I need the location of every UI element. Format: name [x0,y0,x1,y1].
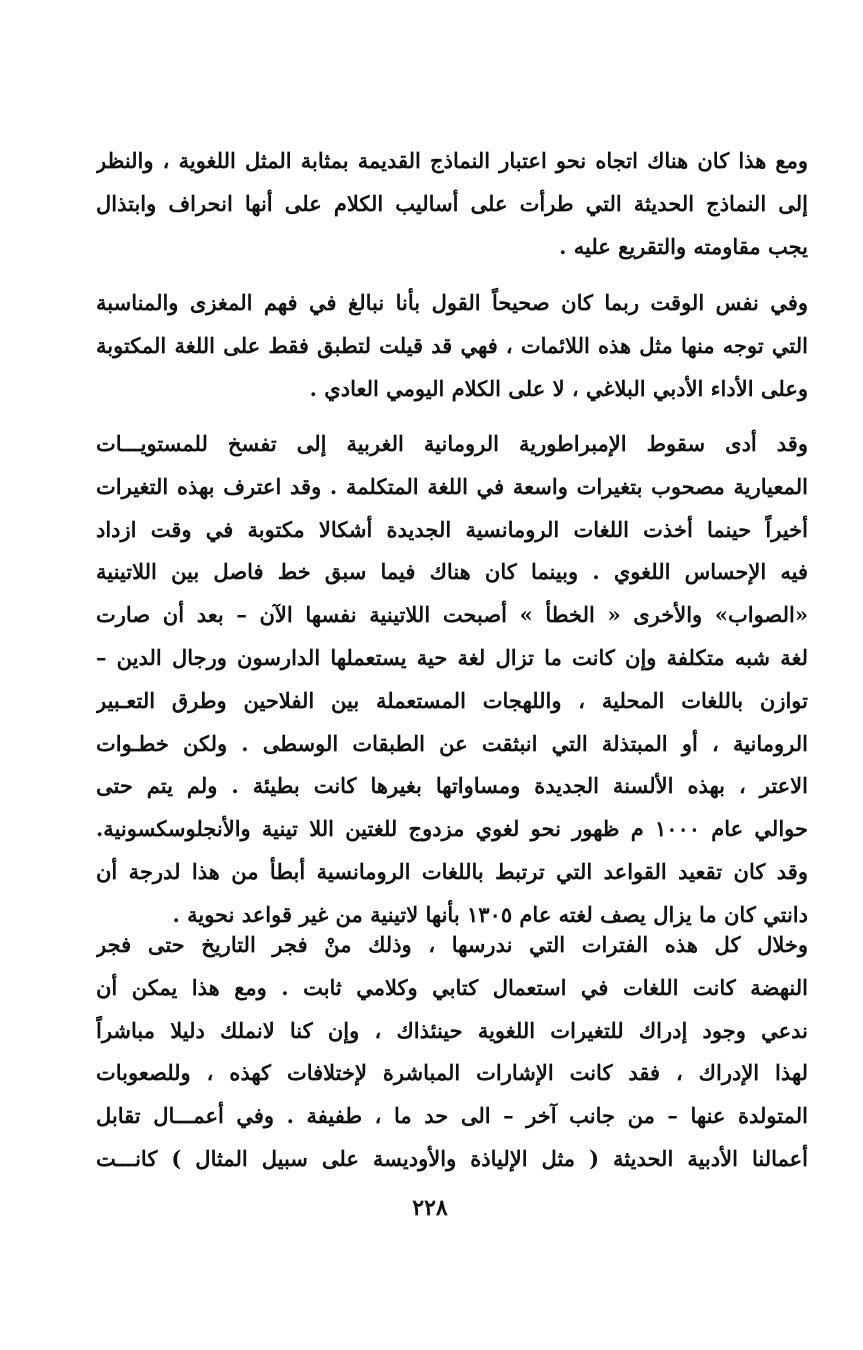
text-line: وعلى الأداء الأدبي البلاغي ، لا على الكلام اليومي العادي . [309,375,808,401]
text-line: يجب مقاومته والتقريع عليه . [559,233,808,259]
text-line: ندعي وجود إدراك للتغيرات اللغوية حينئذاك ، وإن كنا لانملك دليلا مباشراً [96,1017,808,1043]
text-line: الرومانية ، أو المبتذلة التي انبثقت عن الطبقات الوسطى . ولكن خطـوات [96,730,808,756]
text-line: أخيراً حينما أخذت اللغات الرومانسية الجديدة أشكالا مكتوبة في وقت ازداد [96,516,808,542]
text-line: ومع هذا كان هناك اتجاه نحو اعتبار النماذج القديمة بمثابة المثل اللغوية ، والنظر [96,148,808,173]
text-line: النهضة كانت اللغات في استعمال كتابي وكلامي ثابت . ومع هذا يمكن أن [96,974,808,1000]
text-line: التي توجه منها مثل هذه اللائمات ، فهي قد قيلت لتطبق فقط على اللغة المكتوبة [96,332,808,358]
page-number: ٢٢٨ [412,1195,448,1221]
paragraph-4 [96,924,808,1181]
text-line: وقد كان تقعيد القواعد التي ترتبط باللغات الرومانسية أبطأ من هذا لدرجة أن [96,858,808,884]
text-line: لغة شبه متكلفة وإن كانت ما تزال لغة حية يستعملها الدارسون ورجال الدين – [96,644,808,670]
text-line: فيه الإحساس اللغوي . وبينما كان هناك فيما سبق خط فاصل بين اللاتينية [96,559,808,585]
paragraph-2 [96,282,808,410]
text-line: إلى النماذج الحديثة التي طرأت على أساليب الكلام على أنها انحراف وابتذال [96,190,808,216]
text-line: وقد أدى سقوط الإمبراطورية الرومانية الغربية إلى تفسخ للمستويـــات [96,431,808,456]
text-line: المتولدة عنها – من جانب آخر – الى حد ما ، طفيفة . وفي أعمـــال تقابل [96,1103,808,1129]
paragraph-1 [96,140,808,268]
text-line: «الصواب» والأخرى « الخطأ » أصبحت اللاتينية نفسها الآن – بعد أن صارت [96,602,808,628]
text-line: لهذا الإدراك ، فقد كانت الإشارات المباشرة لإختلافات كهذه ، وللصعوبات [96,1060,808,1086]
text-line: الاعتر ، بهذه الألسنة الجديدة ومساواتها بغيرها كانت بطيئة . ولم يتم حتى [96,773,808,799]
text-line: المعيارية مصحوب بتغيرات واسعة في اللغة المتكلمة . وقد اعترف بهذه التغيرات [96,473,808,499]
text-line: وفي نفس الوقت ربما كان صحيحاً القول بأنا نبالغ في فهم المغزى والمناسبة [96,290,808,315]
text-line: وخلال كل هذه الفترات التي ندرسها ، وذلك منْ فجر التاريخ حتى فجر [96,932,808,957]
text-line: أعمالنا الأدبية الحديثة ( مثل الإلياذة والأوديسة على سبيل المثال ) كانـــت [96,1145,808,1171]
text-line: توازن باللغات المحلية ، واللهجات المستعملة بين الفلاحين وطرق التعـبير [96,687,808,713]
paragraph-3 [96,423,808,937]
text-line: دانتي كان ما يزال يصف لغته عام ١٣٠٥ بأنها لاتينية من غير قواعد نحوية . [172,901,808,927]
text-line: حوالي عام ١٠٠٠ م ظهور نحو لغوي مزدوج للغتين اللا تينية والأنجلوسكسونية. [96,816,808,842]
